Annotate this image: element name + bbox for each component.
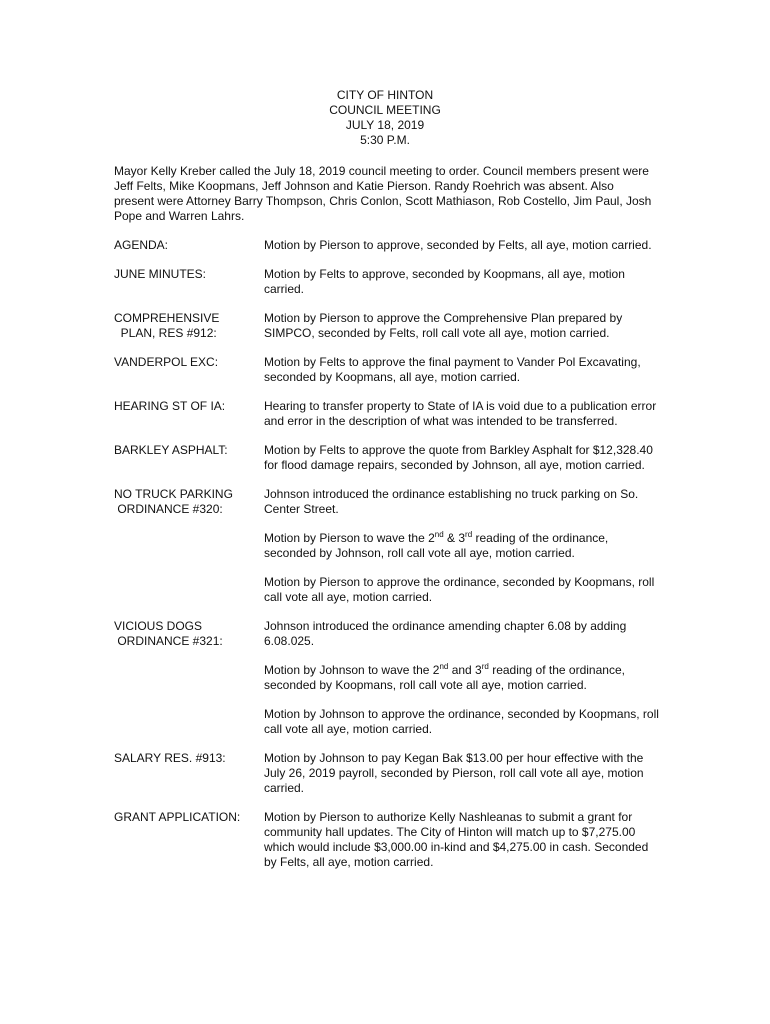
item-text: Motion by Pierson to approve, seconded by Felts, all aye, motion carried. [264,238,652,252]
item-text: Motion by Pierson to approve the ordinance, seconded by Koopmans, roll call vote all aye, motion carried. [264,575,655,604]
heading-meeting: COUNCIL MEETING [329,103,441,117]
agenda-item [114,487,659,605]
item-text: Motion by Johnson to wave the 2nd and 3rd reading of the ordinance, seconded by Koopmans, roll call vote all aye, motion carried. [264,662,625,692]
item-text: Motion by Johnson to pay Kegan Bak $13.00 per hour effective with the July 26, 2019 payroll, seconded by Pierson, roll call vote all aye, motion carried. [264,751,644,795]
agenda-item [114,619,659,737]
agenda-item [114,443,659,473]
heading-time: 5:30 P.M. [360,133,410,147]
item-label: HEARING ST OF IA: [114,399,226,413]
item-label: GRANT APPLICATION: [114,810,241,824]
item-text: Johnson introduced the ordinance amending chapter 6.08 by adding 6.08.025. [264,619,627,648]
agenda-items [114,238,659,870]
heading-date: JULY 18, 2019 [345,118,425,132]
item-text: Johnson introduced the ordinance establishing no truck parking on So. Center Street. [264,487,639,516]
agenda-item [114,267,659,297]
item-label: NO TRUCK PARKING ORDINANCE #320: [114,487,233,516]
item-label: COMPREHENSIVE PLAN, RES #912: [114,311,220,340]
item-label: VICIOUS DOGS ORDINANCE #321: [114,619,223,648]
item-text: Motion by Pierson to wave the 2nd & 3rd reading of the ordinance, seconded by Johnson, roll call vote all aye, motion carried. [264,530,609,560]
item-label: JUNE MINUTES: [114,267,207,281]
agenda-item [114,238,659,253]
item-label: VANDERPOL EXC: [114,355,219,369]
item-text: Motion by Felts to approve, seconded by Koopmans, all aye, motion carried. [264,267,625,296]
document-heading [0,88,770,148]
item-label: BARKLEY ASPHALT: [114,443,228,457]
agenda-item [114,810,659,870]
heading-city: CITY OF HINTON [336,88,434,102]
item-text: Hearing to transfer property to State of IA is void due to a publication error and error in the description of what was intended to be transferred. [264,399,657,428]
item-label: SALARY RES. #913: [114,751,226,765]
agenda-item [114,355,659,385]
agenda-item [114,751,659,796]
item-text: Motion by Felts to approve the final payment to Vander Pol Excavating, seconded by Koopmans, all aye, motion carried. [264,355,641,384]
item-text: Motion by Felts to approve the quote from Barkley Asphalt for $12,328.40 for flood damage repairs, seconded by Johnson, all aye, motion carried. [264,443,653,472]
agenda-item [114,399,659,429]
item-text: Motion by Pierson to authorize Kelly Nashleanas to submit a grant for community hall updates. The City of Hinton will match up to $7,275.00 which would include $3,000.00 in-kind and $4,275.00 in cash. Seconded by Felts, all aye, motion carried. [264,810,649,869]
item-text: Motion by Johnson to approve the ordinance, seconded by Koopmans, roll call vote all aye, motion carried. [264,707,659,736]
item-label: AGENDA: [114,238,169,252]
item-text: Motion by Pierson to approve the Comprehensive Plan prepared by SIMPCO, seconded by Felts, roll call vote all aye, motion carried. [264,311,623,340]
agenda-item [114,311,659,341]
intro-paragraph: Mayor Kelly Kreber called the July 18, 2019 council meeting to order. Council members present were Jeff Felts, Mike Koopmans, Jeff Johnson and Katie Pierson. Randy Roehrich was absent. Also present were Attorney Barry Thompson, Chris Conlon, Scott Mathiason, Rob Costello, Jim Paul, Josh Pope and Warren Lahrs. [114,164,652,223]
